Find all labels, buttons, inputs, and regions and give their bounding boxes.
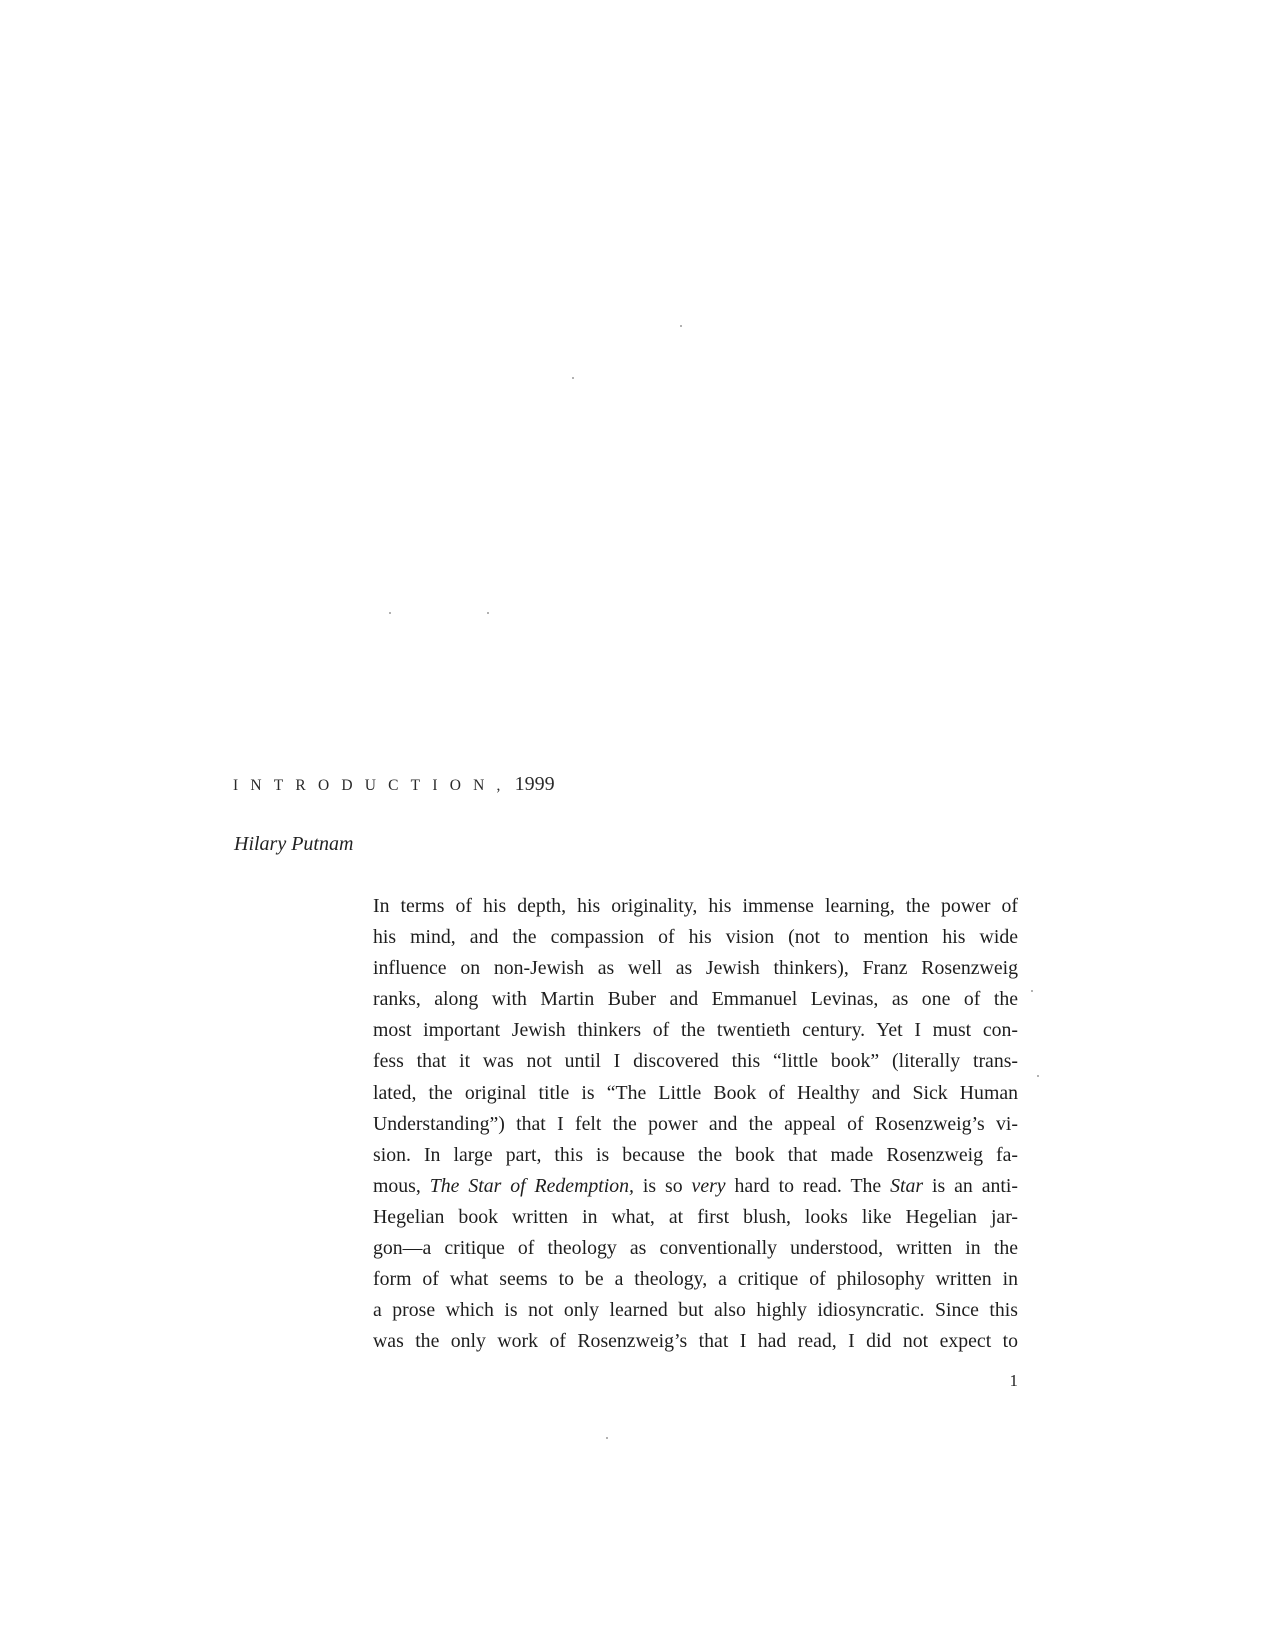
paragraph-line: sion. In large part, this is because the book that made Rosenzweig fa- [373, 1143, 1018, 1166]
chapter-title: INTRODUCTION, [233, 777, 513, 794]
paragraph-line: influence on non-Jewish as well as Jewish thinkers), Franz Rosenzweig [373, 957, 1018, 980]
paragraph-line: ranks, along with Martin Buber and Emmanuel Levinas, as one of the [373, 988, 1018, 1011]
body-paragraph [373, 891, 1018, 1357]
paragraph-line: form of what seems to be a theology, a critique of philosophy written in [373, 1268, 1018, 1291]
scan-speck [680, 325, 682, 327]
emphasis-italic: very [691, 1174, 726, 1197]
scan-speck [389, 612, 391, 614]
chapter-heading [233, 773, 555, 797]
paragraph-line: most important Jewish thinkers of the twentieth century. Yet I must con- [373, 1019, 1018, 1042]
chapter-year: 1999 [514, 773, 555, 795]
paragraph-line: fess that it was not until I discovered this “little book” (literally trans- [373, 1050, 1018, 1073]
paragraph-line: was the only work of Rosenzweig’s that I had read, I did not expect to [373, 1330, 1018, 1353]
page-number: 1 [1009, 1371, 1018, 1390]
scan-speck [1037, 1075, 1039, 1077]
scan-speck [487, 612, 489, 614]
book-title-italic: Star [890, 1174, 924, 1197]
paragraph-line: Hegelian book written in what, at first blush, looks like Hegelian jar- [373, 1205, 1018, 1228]
author-name: Hilary Putnam [234, 833, 354, 855]
scan-speck [1031, 990, 1033, 992]
paragraph-line: mous, The Star of Redemption, is so very hard to read. The Star is an anti- [373, 1174, 1018, 1197]
paragraph-line: a prose which is not only learned but also highly idiosyncratic. Since this [373, 1299, 1018, 1322]
paragraph-line: his mind, and the compassion of his vision (not to mention his wide [373, 926, 1018, 949]
paragraph-line: Understanding”) that I felt the power and the appeal of Rosenzweig’s vi- [373, 1112, 1018, 1135]
scan-speck [572, 377, 574, 379]
scan-speck [606, 1437, 608, 1439]
book-title-italic: The Star of Redemption, [429, 1174, 634, 1197]
paragraph-line: lated, the original title is “The Little Book of Healthy and Sick Human [373, 1081, 1018, 1104]
paragraph-line: gon—a critique of theology as conventionally understood, written in the [373, 1237, 1018, 1260]
paragraph-line: In terms of his depth, his originality, his immense learning, the power of [373, 895, 1018, 917]
